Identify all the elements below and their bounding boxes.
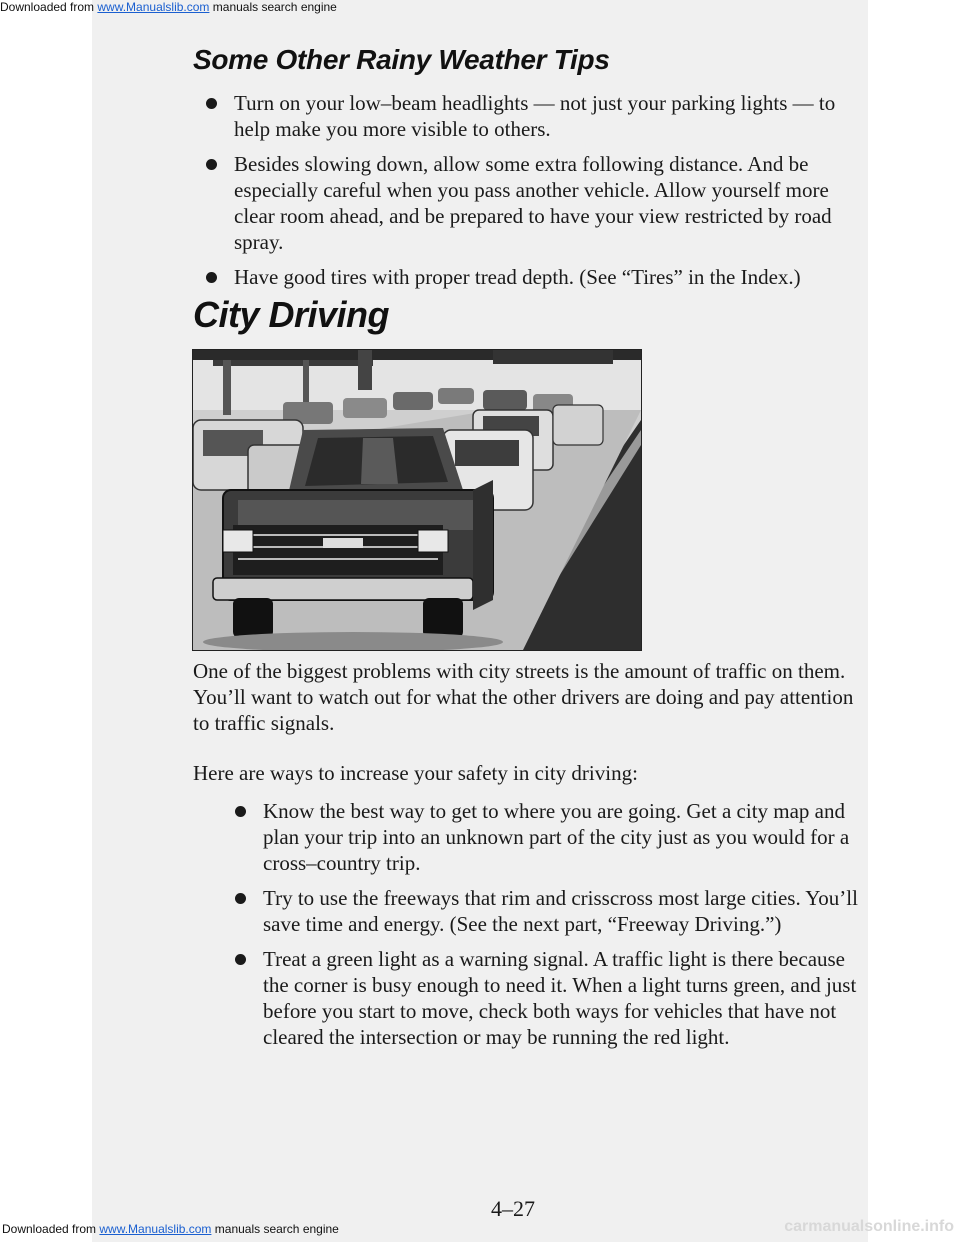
city-traffic-paragraph: One of the biggest problems with city streets is the amount of traffic on them. You’ll want to watch out for what the other drivers are doing and pay attention to traffic signals. bbox=[193, 659, 854, 735]
bullet-icon bbox=[235, 954, 246, 965]
manualslib-link[interactable]: www.Manualslib.com bbox=[99, 1222, 212, 1236]
list-item: Besides slowing down, allow some extra following distance. And be especially careful when you pass another vehicle. Allow yourself more clear room ahead, and be prepared to have your view restricted by road spray. bbox=[234, 151, 864, 255]
heading-city-driving: City Driving bbox=[193, 294, 390, 335]
bullet-icon bbox=[235, 806, 246, 817]
carmanualsonline-watermark: carmanualsonline.info bbox=[784, 1218, 954, 1235]
safety-intro-paragraph: Here are ways to increase your safety in city driving: bbox=[193, 761, 638, 785]
download-banner: Downloaded from www.Manualslib.com manuals search engine bbox=[0, 0, 337, 14]
download-banner-bottom: Downloaded from www.Manualslib.com manuals search engine bbox=[2, 1222, 339, 1236]
list-item: Turn on your low–beam headlights — not just your parking lights — to help make you more visible to others. bbox=[234, 90, 864, 142]
traffic-illustration bbox=[192, 349, 642, 651]
city-tips-list bbox=[263, 798, 863, 1059]
rainy-tips-list bbox=[234, 90, 864, 299]
list-item: Treat a green light as a warning signal. A traffic light is there because the corner is busy enough to need it. When a light turns green, and just before you start to move, check both ways for vehicles that have not cleared the intersection or may be running the red light. bbox=[263, 946, 863, 1050]
bullet-icon bbox=[206, 159, 217, 170]
manualslib-link[interactable]: www.Manualslib.com bbox=[97, 0, 210, 14]
bullet-icon bbox=[206, 98, 217, 109]
list-item: Try to use the freeways that rim and crisscross most large cities. You’ll save time and energy. (See the next part, “Freeway Driving.”) bbox=[263, 885, 863, 937]
list-item: Have good tires with proper tread depth. (See “Tires” in the Index.) bbox=[234, 264, 864, 290]
heading-rainy-weather-tips: Some Other Rainy Weather Tips bbox=[193, 44, 610, 75]
bullet-icon bbox=[206, 272, 217, 283]
list-item: Know the best way to get to where you are going. Get a city map and plan your trip into an unknown part of the city just as you would for a cross–country trip. bbox=[263, 798, 863, 876]
pickup-truck-in-traffic-illustration bbox=[193, 350, 641, 650]
bullet-icon bbox=[235, 893, 246, 904]
page-number: 4–27 bbox=[491, 1196, 535, 1221]
